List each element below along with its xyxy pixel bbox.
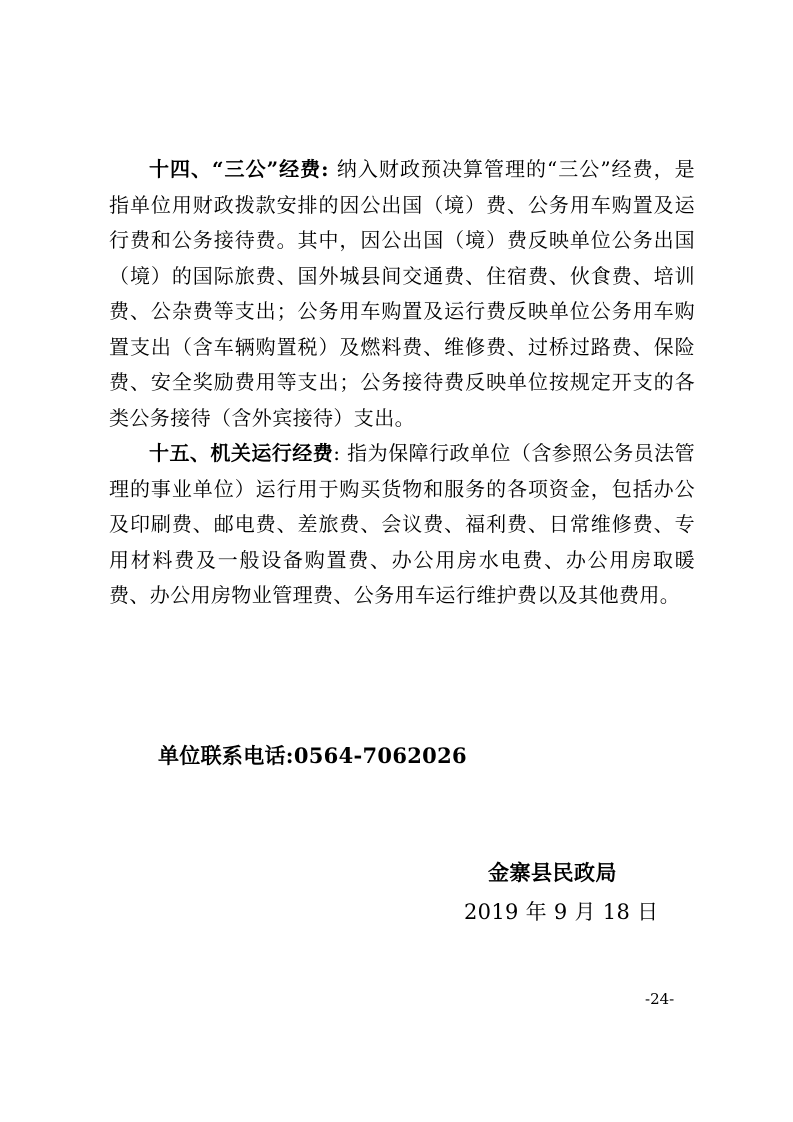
paragraph-agency-operating-expenses	[109, 436, 695, 614]
document-date: 2019 年 9 月 18 日	[464, 900, 659, 924]
term-agency-operating-expenses: 十五、机关运行经费	[149, 441, 334, 465]
organization-name: 金寨县民政局	[488, 860, 617, 885]
page-number: -24-	[645, 990, 675, 1008]
term-colon: :	[333, 441, 348, 465]
definition-agency-operating-expenses: 指为保障行政单位（含参照公务员法管理的事业单位）运行用于购买货物和服务的各项资金，包括办公及印刷费、邮电费、差旅费、会议费、福利费、日常维修费、专用材料费及一般设备购置费、办公用房水电费、办公用房取暖费、办公用房物业管理费、公务用车运行维护费以及其他费用。	[109, 441, 695, 607]
paragraph-three-public-expenses	[109, 152, 695, 436]
body-text	[109, 152, 695, 614]
contact-phone: 单位联系电话:0564-7062026	[158, 743, 467, 768]
term-three-public-expenses: 十四、“三公”经费	[149, 157, 322, 181]
term-colon: :	[321, 157, 337, 181]
definition-three-public-expenses: 纳入财政预决算管理的“三公”经费，是指单位用财政拨款安排的因公出国（境）费、公务用车购置及运行费和公务接待费。其中，因公出国（境）费反映单位公务出国（境）的国际旅费、国外城县间交通费、住宿费、伙食费、培训费、公杂费等支出；公务用车购置及运行费反映单位公务用车购置支出（含车辆购置税）及燃料费、维修费、过桥过路费、保险费、安全奖励费用等支出；公务接待费反映单位按规定开支的各类公务接待（含外宾接待）支出。	[109, 157, 695, 430]
